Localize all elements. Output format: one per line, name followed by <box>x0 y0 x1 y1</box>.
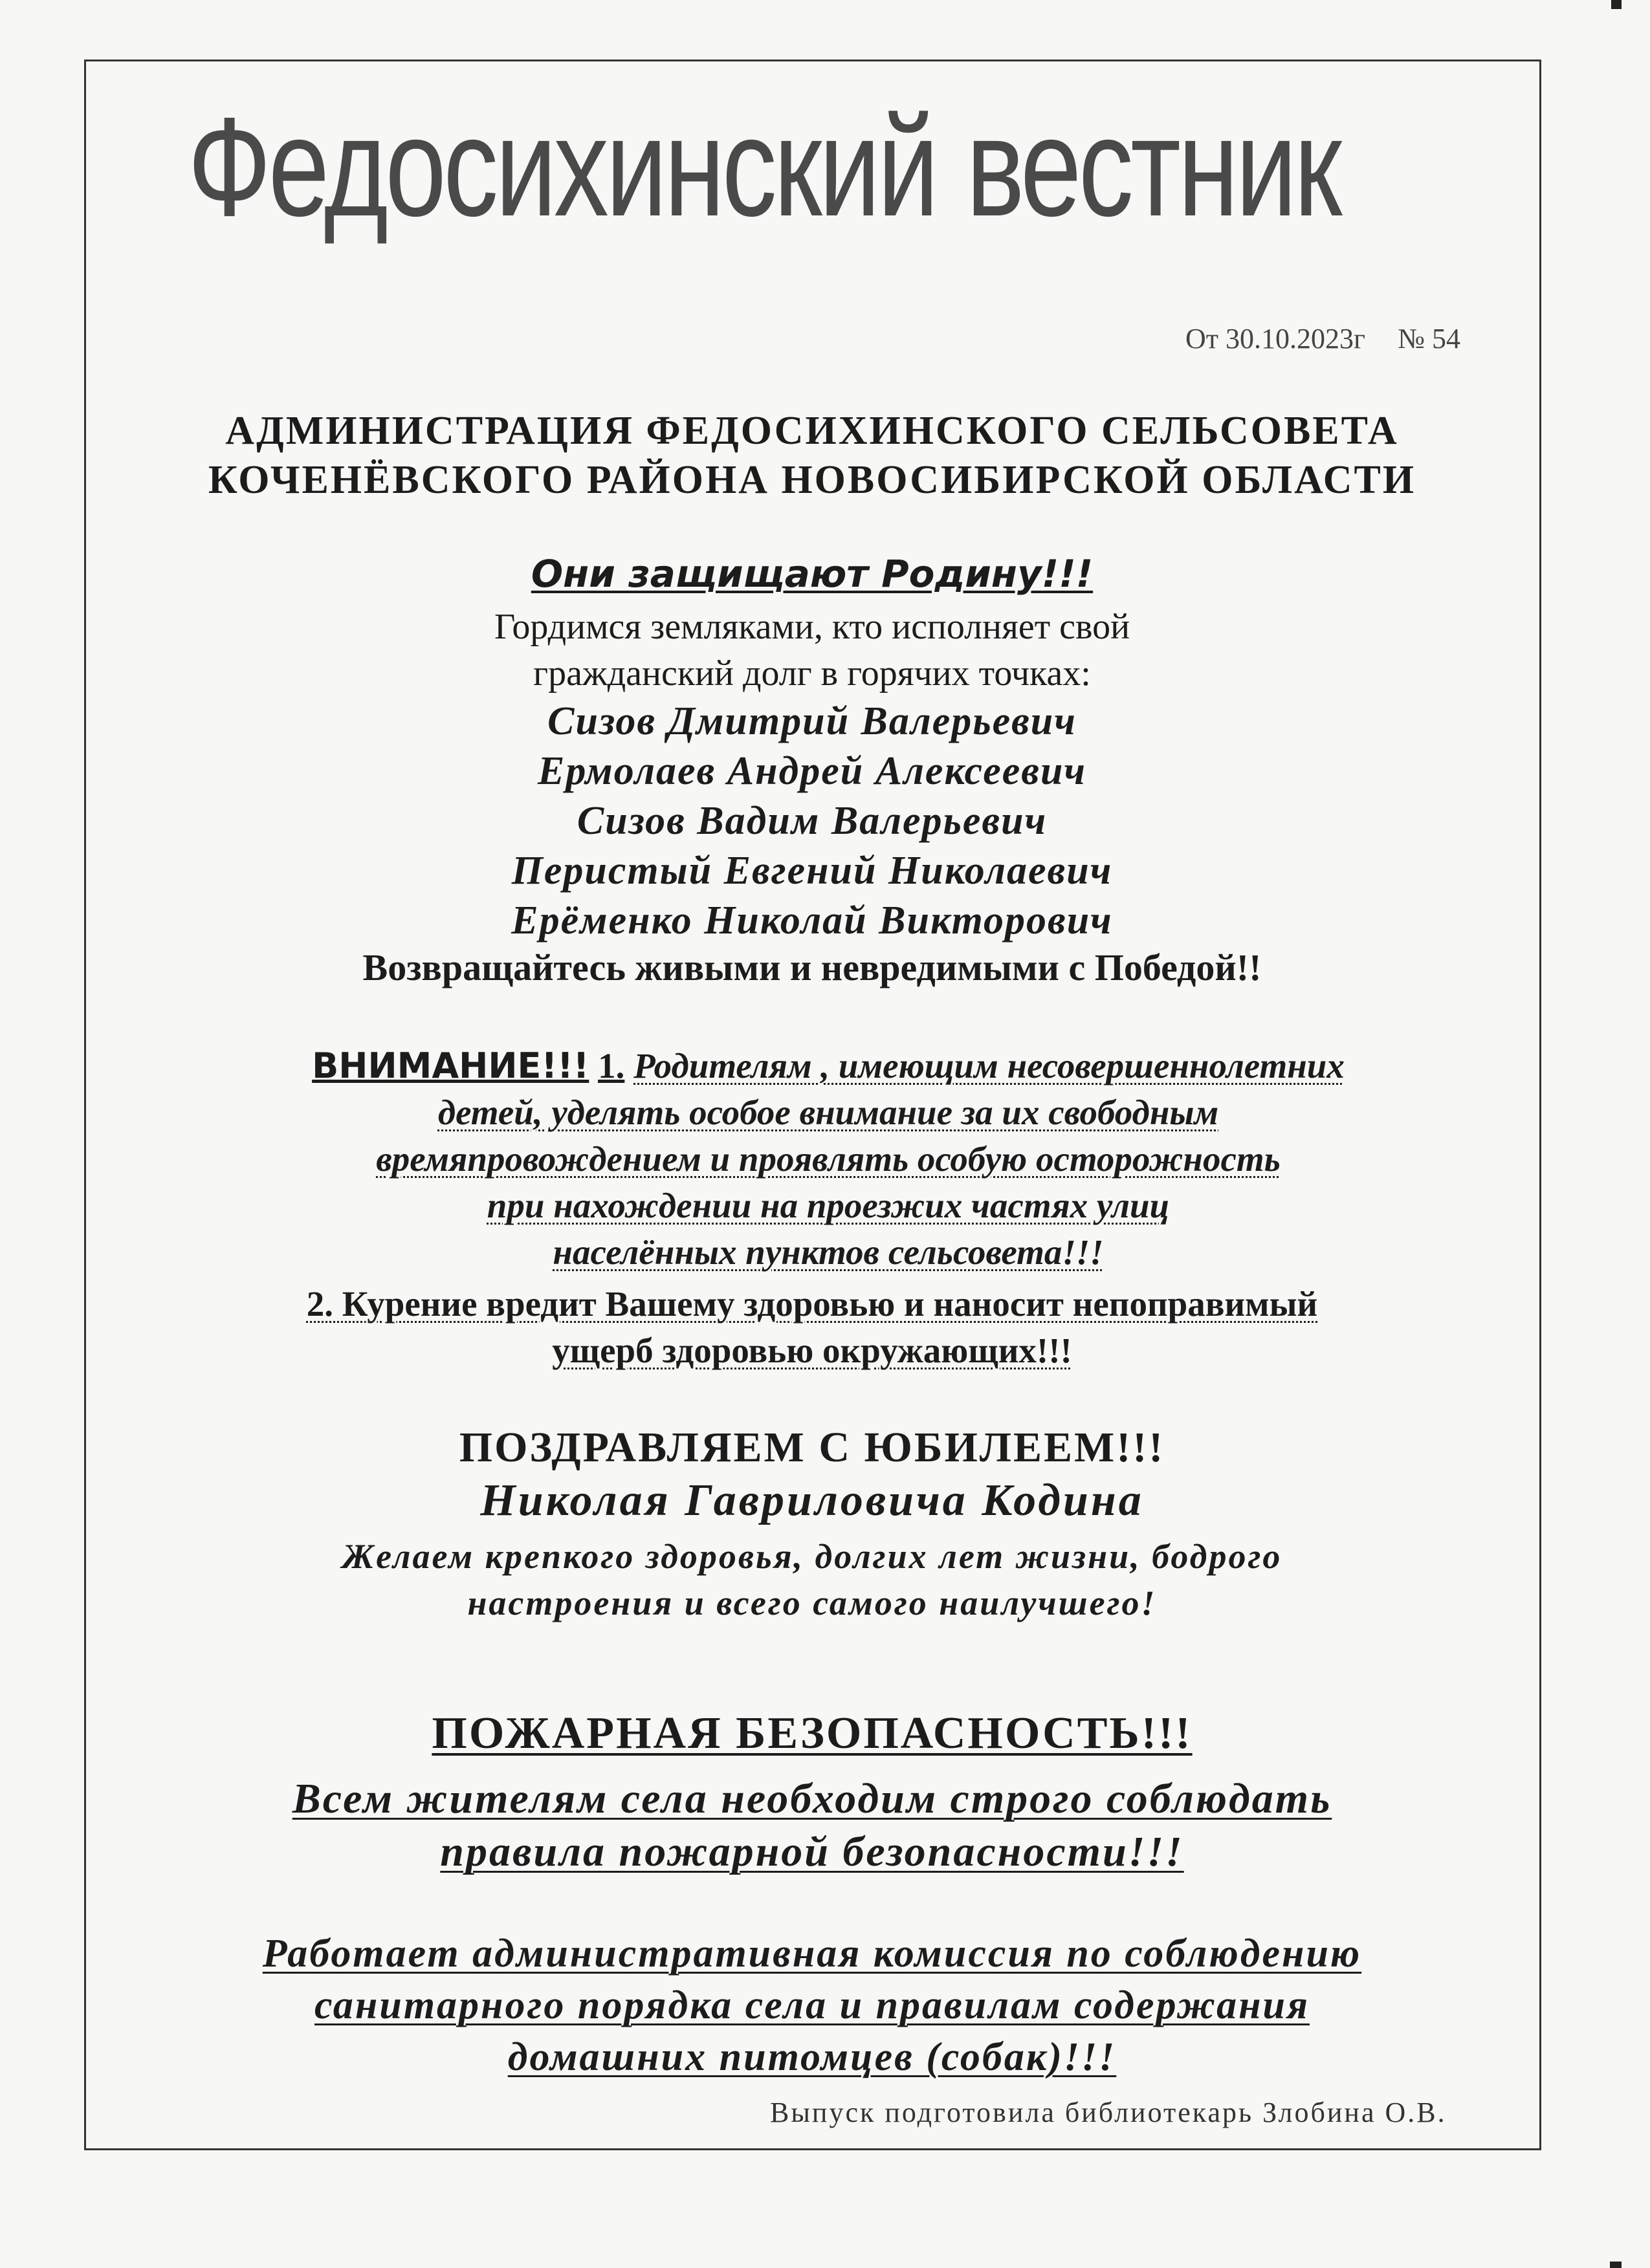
defender-name: Сизов Вадим Валерьевич <box>577 799 1048 843</box>
attention-item-2-line-2: ущерб здоровью окружающих!!! <box>552 1331 1072 1370</box>
attention-item-1-line: детей, уделять особое внимание за их свободным <box>437 1093 1219 1132</box>
masthead-word-1: Федосихинский <box>188 89 936 246</box>
jubilee-wish-line-2: настроения и всего самого наилучшего! <box>467 1584 1157 1622</box>
defenders-intro-line-1: Гордимся земляками, кто исполняет свой <box>494 607 1130 647</box>
commission-notice <box>97 1928 1527 2083</box>
jubilee-name: Николая Гавриловича Кодина <box>480 1476 1144 1525</box>
fire-safety-line-2: правила пожарной безопасности!!! <box>440 1828 1184 1875</box>
attention-item-2 <box>97 1281 1527 1374</box>
attention-item-1-line: времяпровождением и проявлять особую осторожность <box>376 1139 1281 1179</box>
issue-info <box>1185 322 1460 355</box>
attention-notice <box>139 1043 1517 1276</box>
masthead-word-2: вестник <box>966 89 1339 246</box>
defender-name: Перистый Евгений Николаевич <box>511 849 1113 893</box>
attention-item-2-line-1: 2. Курение вредит Вашему здоровью и наносит непоправимый <box>306 1284 1318 1324</box>
defenders-names-list <box>97 697 1527 946</box>
defenders-wish: Возвращайтесь живыми и невредимыми с Победой!! <box>362 946 1262 988</box>
masthead-title <box>188 89 1339 246</box>
issue-number: № 54 <box>1398 323 1461 354</box>
issue-date: От 30.10.2023г <box>1185 323 1366 354</box>
defender-name: Ерёменко Николай Викторович <box>511 899 1113 943</box>
fire-safety-text <box>97 1772 1527 1879</box>
defenders-intro-line-2: гражданский долг в горячих точках: <box>533 653 1091 693</box>
jubilee-wish-line-1: Желаем крепкого здоровья, долгих лет жизни, бодрого <box>342 1537 1282 1576</box>
scan-mark-bottom-right <box>1610 2262 1622 2268</box>
jubilee-wish <box>97 1533 1527 1626</box>
attention-item-1-number: 1. <box>598 1046 625 1085</box>
commission-line-2: санитарного порядка села и правилам содержания <box>314 1983 1310 2027</box>
attention-item-1-line: Родителям , имеющим несовершеннолетних <box>633 1046 1345 1085</box>
commission-line-3: домашних питомцев (собак)!!! <box>507 2035 1117 2079</box>
fire-safety-heading: ПОЖАРНАЯ БЕЗОПАСНОСТЬ!!! <box>432 1708 1193 1758</box>
footer-credit: Выпуск подготовила библиотекарь Злобина О.В. <box>770 2097 1447 2128</box>
attention-item-1-line: при нахождении на проезжих частях улиц <box>487 1186 1170 1225</box>
defenders-intro <box>97 604 1527 697</box>
organization-header <box>97 406 1527 505</box>
attention-label: ВНИМАНИЕ!!! <box>312 1045 589 1086</box>
defender-name: Ермолаев Андрей Алексеевич <box>538 749 1086 793</box>
commission-line-1: Работает административная комиссия по соблюдению <box>262 1932 1362 1976</box>
defender-name: Сизов Дмитрий Валерьевич <box>547 699 1077 743</box>
organization-line-2: КОЧЕНЁВСКОГО РАЙОНА НОВОСИБИРСКОЙ ОБЛАСТИ <box>208 458 1416 502</box>
organization-line-1: АДМИНИСТРАЦИЯ ФЕДОСИХИНСКОГО СЕЛЬСОВЕТА <box>225 409 1399 453</box>
defenders-heading: Они защищают Родину!!! <box>531 552 1094 596</box>
jubilee-heading: ПОЗДРАВЛЯЕМ С ЮБИЛЕЕМ!!! <box>459 1424 1165 1471</box>
scan-mark-top-right <box>1611 0 1622 9</box>
attention-item-1-line: населённых пунктов сельсовета!!! <box>553 1232 1104 1272</box>
fire-safety-line-1: Всем жителям села необходим строго соблюдать <box>292 1775 1332 1822</box>
